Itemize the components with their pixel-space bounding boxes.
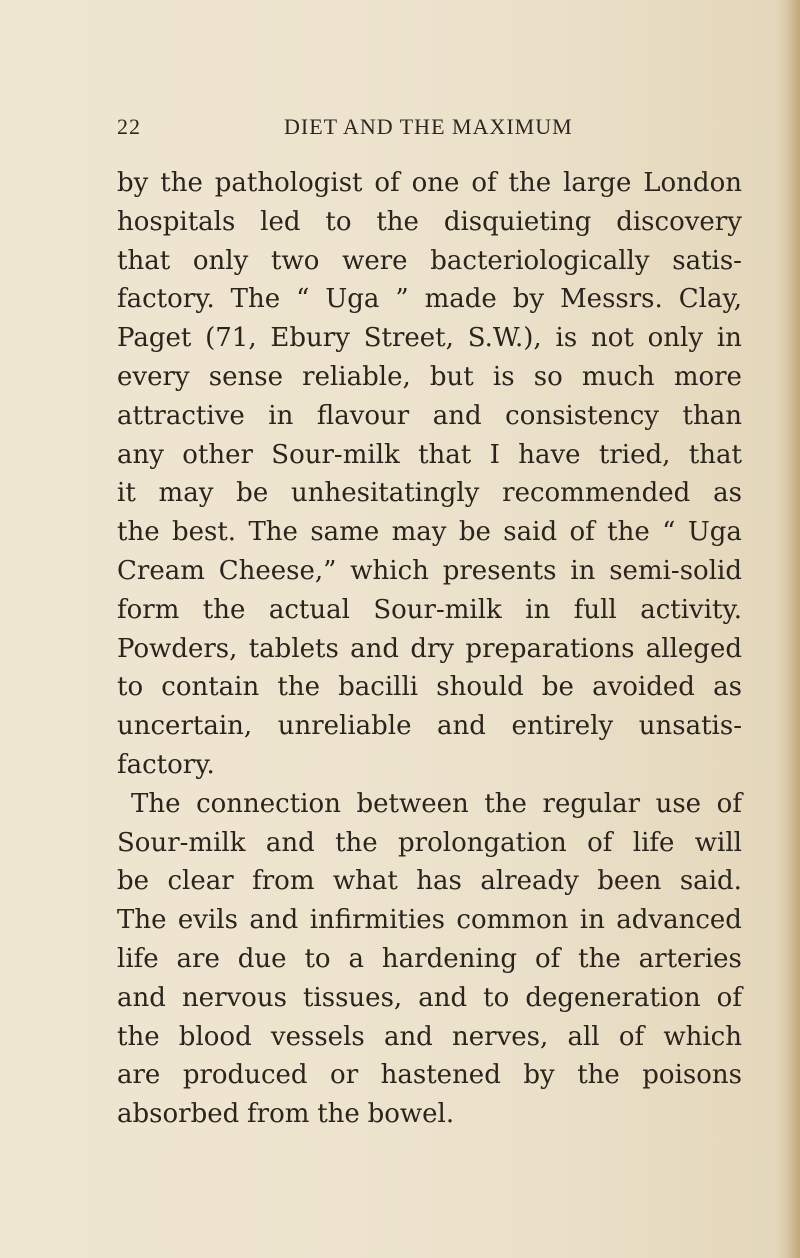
text-line: the best. The same may be said of the “ Uga	[117, 517, 742, 548]
page-edge-shadow	[786, 0, 800, 1258]
text-line: the blood vessels and nerves, all of which	[117, 1021, 742, 1052]
text-line: The evils and infirmities common in advanced	[117, 905, 742, 936]
text-line: uncertain, unreliable and entirely unsatis-	[117, 711, 742, 742]
text-line: life are due to a hardening of the arteries	[117, 943, 742, 974]
running-head: DIET AND THE MAXIMUM	[284, 114, 573, 139]
body-text	[117, 164, 742, 1134]
text-line: absorbed from the bowel.	[117, 1099, 455, 1130]
text-line: The connection between the regular use of	[131, 788, 742, 819]
text-line: Sour-milk and the prolongation of life will	[117, 827, 742, 858]
text-line: by the pathologist of one of the large London	[117, 168, 742, 198]
text-line: be clear from what has already been said.	[117, 866, 742, 897]
text-line: that only two were bacteriologically satis-	[117, 245, 742, 276]
page-number: 22	[117, 114, 141, 139]
page-header	[117, 114, 677, 144]
text-line: factory. The “ Uga ” made by Messrs. Clay,	[117, 284, 742, 315]
text-line: every sense reliable, but is so much more	[117, 361, 742, 392]
text-line: Cream Cheese,” which presents in semi-solid	[117, 555, 742, 586]
text-line: form the actual Sour-milk in full activity.	[117, 594, 742, 625]
text-line: it may be unhesitatingly recommended as	[117, 478, 742, 509]
text-line: to contain the bacilli should be avoided as	[117, 672, 742, 703]
text-line: factory.	[117, 749, 215, 780]
text-line: are produced or hastened by the poisons	[117, 1060, 742, 1091]
text-line: any other Sour-milk that I have tried, that	[117, 439, 742, 470]
text-line: Paget (71, Ebury Street, S.W.), is not only in	[117, 323, 742, 354]
text-line: hospitals led to the disquieting discovery	[117, 206, 742, 237]
text-line: Powders, tablets and dry preparations alleged	[117, 633, 742, 664]
text-line: and nervous tissues, and to degeneration of	[117, 982, 742, 1013]
text-line: attractive in flavour and consistency than	[117, 400, 742, 431]
